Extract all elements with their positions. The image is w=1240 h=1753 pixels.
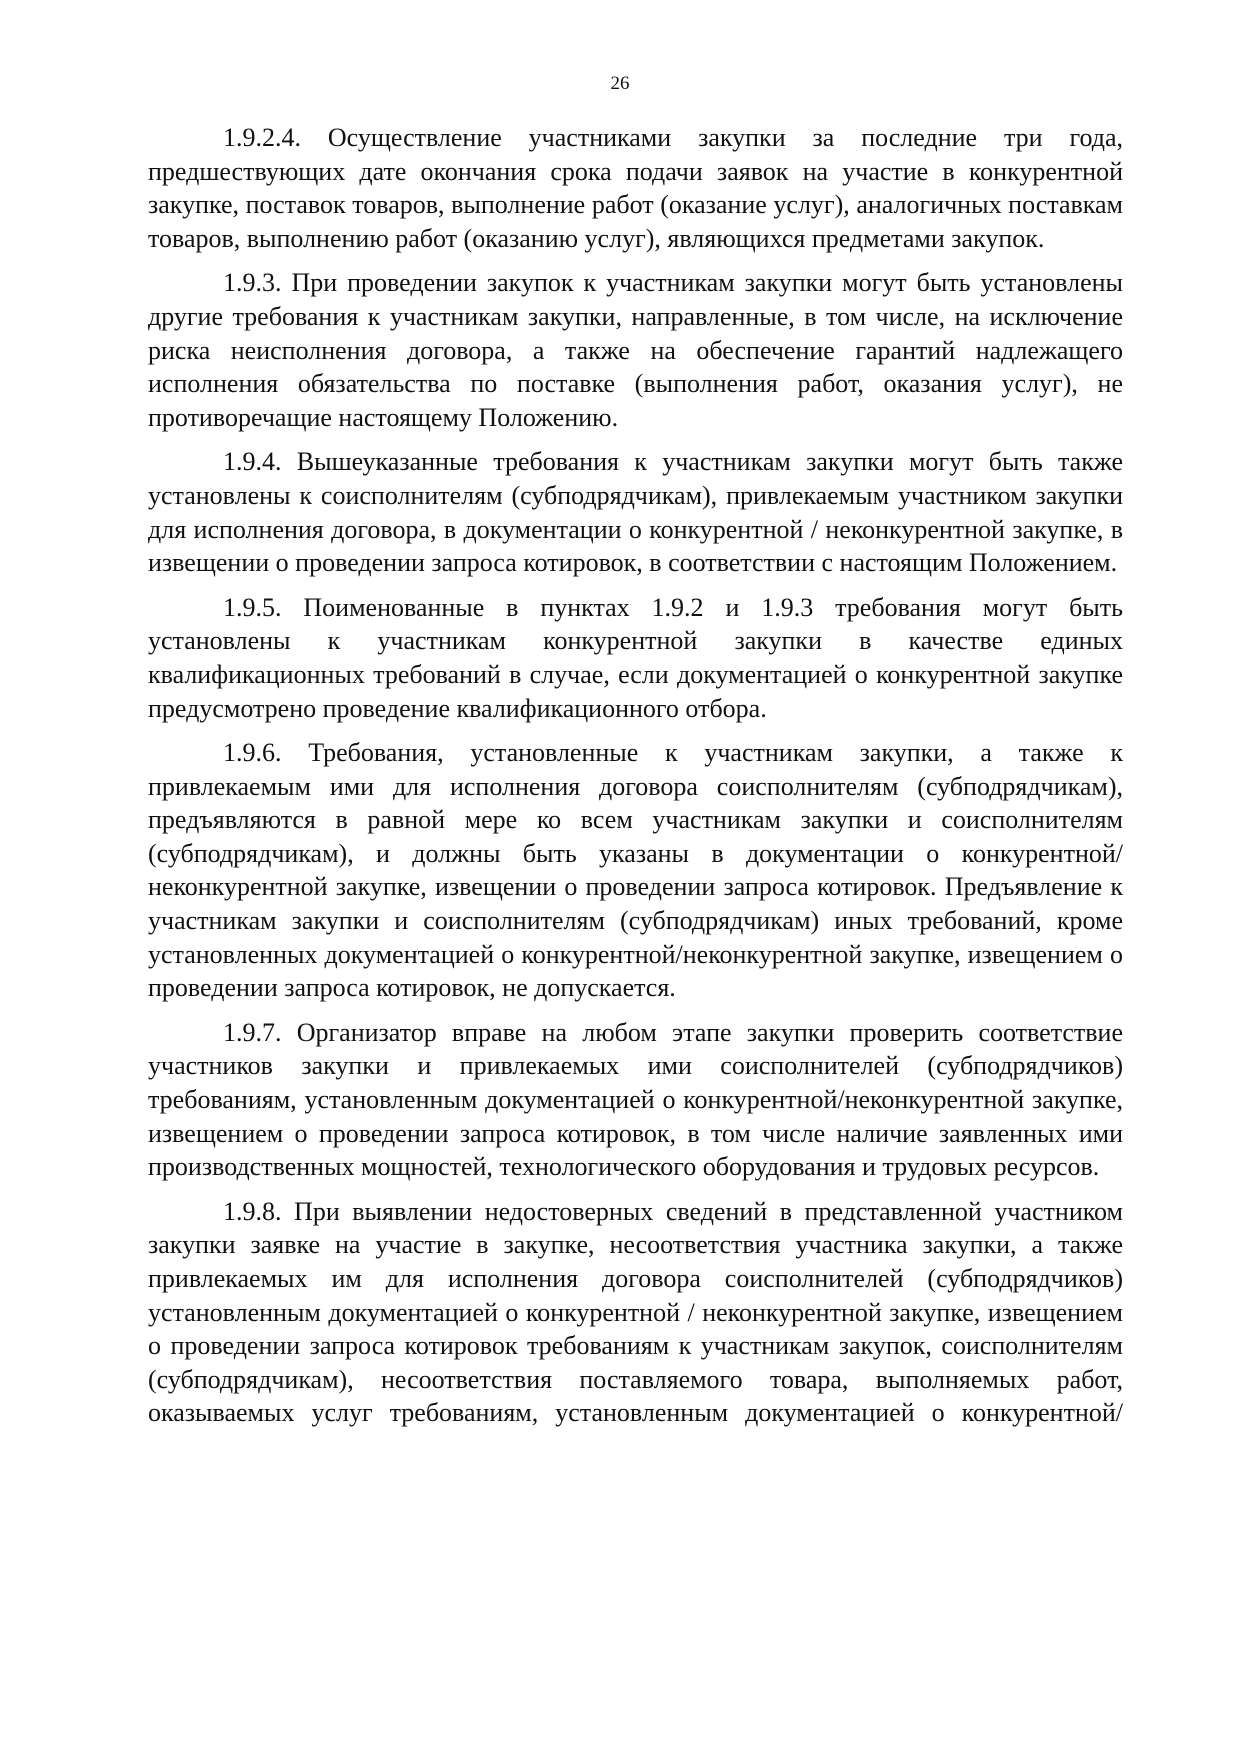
paragraph-1-9-8: 1.9.8. При выявлении недостоверных сведений в представленной участником закупки заявке на участие в закупке, несоответствия участника закупки, а также привлекаемых им для исполнения договора соисполнителей (субподрядчиков) установленным документацией о конкурентной / неконкурентной закупке, извещением о проведении запроса котировок требованиям к участникам закупок, соисполнителям (субподрядчикам), несоответствия поставляемого товара, выполняемых работ, оказываемых услуг требованиям, установленным документацией о конкурентной/ — [148, 1196, 1123, 1428]
page-number: 26 — [610, 73, 630, 94]
paragraph-1-9-7: 1.9.7. Организатор вправе на любом этапе закупки проверить соответствие участников закупки и привлекаемых ими соисполнителей (субподрядчиков) требованиям, установленным документацией о конкурентной/неконкурентной закупке, извещением о проведении запроса котировок, в том числе наличие заявленных ими производственных мощностей, технологического оборудования и трудовых ресурсов. — [148, 1017, 1123, 1182]
paragraph-1-9-4: 1.9.4. Вышеуказанные требования к участникам закупки могут быть также установлены к соисполнителям (субподрядчикам), привлекаемым участником закупки для исполнения договора, в документации о конкурентной / неконкурентной закупке, в извещении о проведении запроса котировок, в соответствии с настоящим Положением. — [148, 447, 1123, 578]
document-body — [148, 121, 1123, 1430]
paragraph-1-9-2-4: 1.9.2.4. Осуществление участниками закупки за последние три года, предшествующих дате окончания срока подачи заявок на участие в конкурентной закупке, поставок товаров, выполнение работ (оказание услуг), аналогичных поставкам товаров, выполнению работ (оказанию услуг), являющихся предметами закупок. — [148, 123, 1123, 253]
paragraph-1-9-3: 1.9.3. При проведении закупок к участникам закупки могут быть установлены другие требования к участникам закупки, направленные, в том числе, на исключение риска неисполнения договора, а также на обеспечение гарантий надлежащего исполнения обязательства по поставке (выполнения работ, оказания услуг), не противоречащие настоящему Положению. — [148, 268, 1123, 432]
paragraph-1-9-5: 1.9.5. Поименованные в пунктах 1.9.2 и 1.9.3 требования могут быть установлены к участникам конкурентной закупки в качестве единых квалификационных требований в случае, если документацией о конкурентной закупке предусмотрено проведение квалификационного отбора. — [148, 592, 1123, 723]
paragraph-1-9-6: 1.9.6. Требования, установленные к участникам закупки, а также к привлекаемым ими для исполнения договора соисполнителям (субподрядчикам), предъявляются в равной мере ко всем участникам закупки и соисполнителям (субподрядчикам), и должны быть указаны в документации о конкурентной/неконкурентной закупке, извещении о проведении запроса котировок. Предъявление к участникам закупки и соисполнителям (субподрядчикам) иных требований, кроме установленных документацией о конкурентной/неконкурентной закупке, извещением о проведении запроса котировок, не допускается. — [148, 738, 1123, 1003]
